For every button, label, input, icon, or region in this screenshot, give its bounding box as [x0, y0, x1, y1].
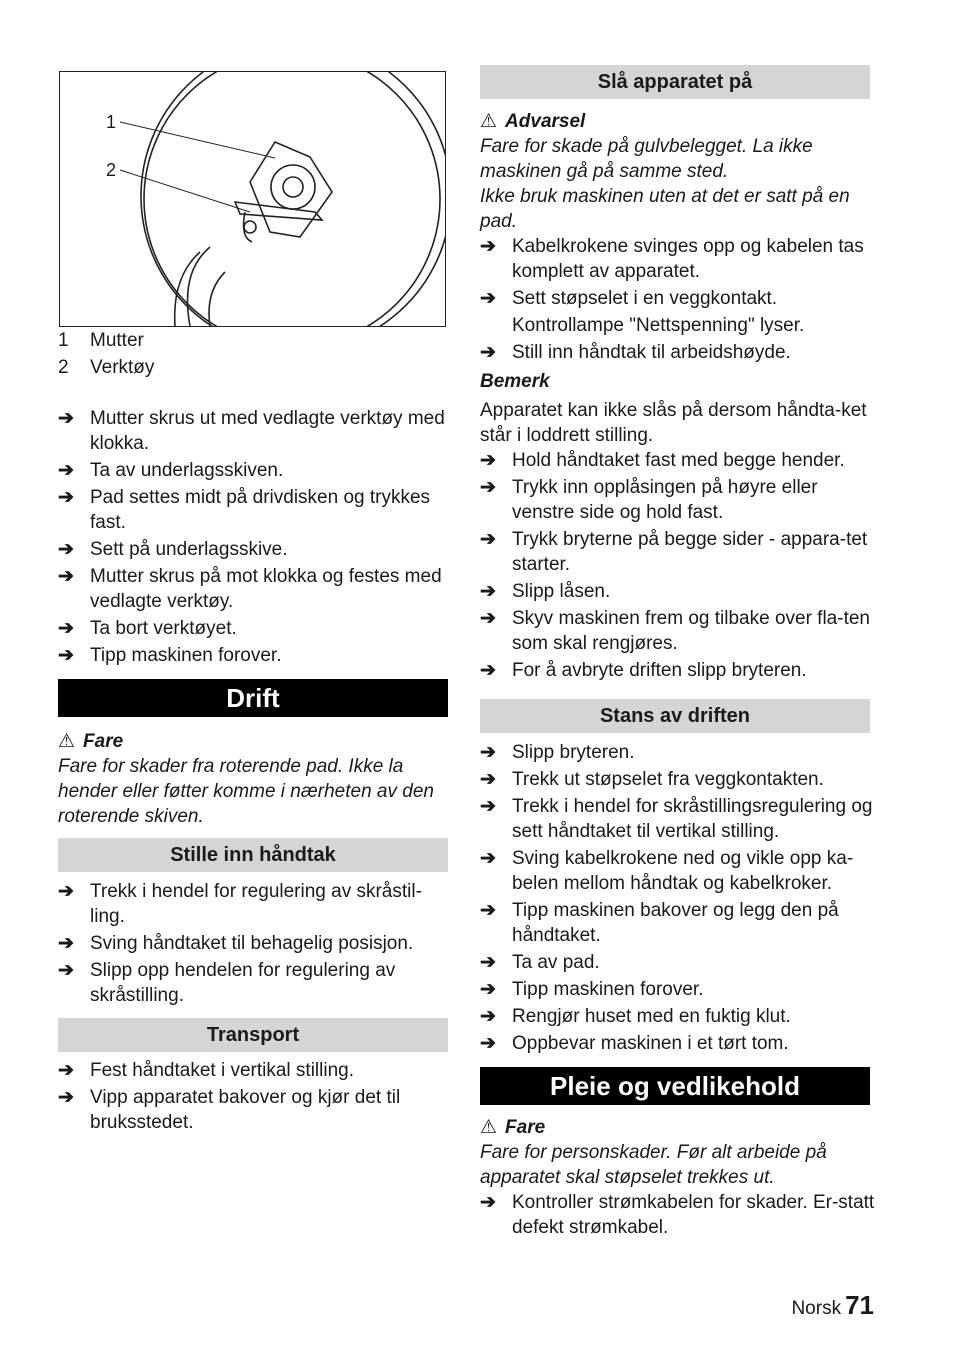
warning-icon: ⚠ — [58, 731, 76, 752]
arrow-icon: ➔ — [58, 408, 74, 429]
list-item: ➔ Sving kabelkrokene ned og vikle opp ka-belen mellom håndtak og kabelkroker. — [480, 848, 854, 894]
arrow-icon: ➔ — [480, 660, 496, 681]
section-title-pleie: Pleie og vedlikehold — [480, 1067, 870, 1105]
list-item: ➔ Tipp maskinen forover. — [480, 979, 704, 1000]
drift-warning: ⚠ Fare Fare for skader fra roterende pad. Ikke la hender eller føtter komme i nærheten av den roterende skiven. — [58, 731, 434, 827]
arrow-icon: ➔ — [58, 645, 74, 666]
list-item: ➔ For å avbryte driften slipp bryteren. — [480, 660, 807, 681]
list-item: ➔ Slipp bryteren. — [480, 742, 635, 763]
list-item: ➔ Ta av pad. — [480, 952, 600, 973]
note-text: Apparatet kan ikke slås på dersom håndta-ket står i loddrett stilling. — [480, 400, 867, 446]
list-item: ➔ Trekk i hendel for skråstillingsregulering og sett håndtaket til vertikal stilling. — [480, 796, 873, 842]
list-item: ➔ Rengjør huset med en fuktig klut. — [480, 1006, 791, 1027]
arrow-icon: ➔ — [480, 769, 496, 790]
section-title-transport: Transport — [58, 1018, 448, 1052]
list-item: ➔ Ta av underlagsskiven. — [58, 460, 284, 481]
list-item: ➔ Mutter skrus ut med vedlagte verktøy med klokka. — [58, 408, 445, 454]
callout-2: 2 — [106, 160, 117, 180]
pleie-content: ⚠ Fare Fare for personskader. Før alt arbeide på apparatet skal støpselet trekkes ut. ➔ Kontroller strømkabelen for skader. Er-statt defekt strømkabel. — [480, 1117, 875, 1238]
arrow-icon: ➔ — [58, 539, 74, 560]
list-item: ➔ Vipp apparatet bakover og kjør det til bruksstedet. — [58, 1087, 401, 1133]
arrow-icon: ➔ — [58, 618, 74, 639]
footer-language: Norsk — [791, 1298, 842, 1319]
sla-content: ⚠ Advarsel Fare for skade på gulvbelegget. La ikke maskinen gå på samme sted. Ikke bruk maskinen uten at det er satt på en pad. ➔ Kabelkrokene svinges opp og kabelen tas komplett av apparatet. ➔ Sett støpselet i en veggkontakt. Kontrollampe "Nettspenning" lyser. ➔ Still inn håndtak til arbeidshøyde. Bemerk Apparatet kan ikke slås på dersom håndta-ket står i loddrett stilling. ➔ Hold håndtaket fast med begge hender. ➔ Trykk inn opplåsingen på høyre eller venstre side og hold fast. ➔ Trykk bryterne på begge sider - appara-tet starter. ➔ Slipp låsen. ➔ Skyv maskinen frem og tilbake over fla-ten som skal rengjøres. ➔ For å avbryte driften slipp bryteren. — [480, 109, 876, 685]
list-item: ➔ Sett på underlagsskive. — [58, 539, 288, 560]
indicator-note: Kontrollampe "Nettspenning" lyser. — [512, 315, 805, 336]
section-title-drift: Drift — [58, 679, 448, 717]
arrow-icon: ➔ — [480, 477, 496, 498]
warning-icon: ⚠ — [480, 111, 498, 132]
arrow-icon: ➔ — [480, 796, 496, 817]
arrow-icon: ➔ — [58, 487, 74, 508]
arrow-icon: ➔ — [480, 529, 496, 550]
legend-item: 2 Verktøy — [58, 357, 155, 378]
warning-icon: ⚠ — [480, 1117, 498, 1138]
section-title-stille: Stille inn håndtak — [58, 838, 448, 872]
arrow-icon: ➔ — [480, 608, 496, 629]
section-title-sla: Slå apparatet på — [480, 65, 870, 99]
note-label: Bemerk — [480, 371, 550, 392]
arrow-icon: ➔ — [480, 900, 496, 921]
figure-legend — [58, 327, 154, 381]
stille-steps — [58, 879, 452, 1010]
list-item: ➔ Trykk inn opplåsingen på høyre eller venstre side og hold fast. — [480, 477, 818, 523]
list-item: ➔ Hold håndtaket fast med begge hender. — [480, 450, 845, 471]
arrow-icon: ➔ — [480, 1192, 496, 1213]
arrow-icon: ➔ — [58, 566, 74, 587]
arrow-icon: ➔ — [480, 1033, 496, 1054]
list-item: ➔ Skyv maskinen frem og tilbake over fla-ten som skal rengjøres. — [480, 608, 870, 654]
page-number: 71 — [845, 1290, 874, 1320]
list-item: ➔ Sving håndtaket til behagelig posisjon. — [58, 933, 414, 954]
mounting-steps — [58, 406, 452, 670]
stans-steps — [480, 740, 878, 1058]
arrow-icon: ➔ — [480, 342, 496, 363]
list-item: ➔ Kontroller strømkabelen for skader. Er-statt defekt strømkabel. — [480, 1192, 875, 1238]
transport-steps — [58, 1058, 452, 1137]
arrow-icon: ➔ — [480, 979, 496, 1000]
list-item: ➔ Tipp maskinen forover. — [58, 645, 282, 666]
list-item: ➔ Slipp opp hendelen for regulering av skråstilling. — [58, 960, 396, 1006]
list-item: ➔ Tipp maskinen bakover og legg den på håndtaket. — [480, 900, 839, 946]
list-item: ➔ Kabelkrokene svinges opp og kabelen tas komplett av apparatet. — [480, 236, 864, 282]
arrow-icon: ➔ — [480, 848, 496, 869]
list-item: ➔ Still inn håndtak til arbeidshøyde. — [480, 342, 791, 363]
list-item: ➔ Pad settes midt på drivdisken og trykkes fast. — [58, 487, 431, 533]
arrow-icon: ➔ — [58, 1060, 74, 1081]
list-item: ➔ Trekk ut støpselet fra veggkontakten. — [480, 769, 824, 790]
legend-item: 1 Mutter — [58, 330, 144, 351]
list-item: ➔ Sett støpselet i en veggkontakt. — [480, 288, 778, 309]
arrow-icon: ➔ — [480, 581, 496, 602]
arrow-icon: ➔ — [58, 460, 74, 481]
list-item: ➔ Oppbevar maskinen i et tørt tom. — [480, 1033, 789, 1054]
section-title-stans: Stans av driften — [480, 699, 870, 733]
pad-mounting-illustration — [59, 71, 446, 327]
list-item: ➔ Trekk i hendel for regulering av skråstil-ling. — [58, 881, 422, 927]
arrow-icon: ➔ — [58, 881, 74, 902]
arrow-icon: ➔ — [58, 1087, 74, 1108]
arrow-icon: ➔ — [480, 1006, 496, 1027]
callout-1: 1 — [106, 112, 117, 132]
list-item: ➔ Trykk bryterne på begge sider - appara-tet starter. — [480, 529, 868, 575]
arrow-icon: ➔ — [58, 960, 74, 981]
arrow-icon: ➔ — [480, 236, 496, 257]
list-item: ➔ Mutter skrus på mot klokka og festes med vedlagte verktøy. — [58, 566, 442, 612]
list-item: ➔ Slipp låsen. — [480, 581, 611, 602]
arrow-icon: ➔ — [480, 952, 496, 973]
list-item: ➔ Ta bort verktøyet. — [58, 618, 237, 639]
list-item: ➔ Fest håndtaket i vertikal stilling. — [58, 1060, 355, 1081]
arrow-icon: ➔ — [480, 742, 496, 763]
arrow-icon: ➔ — [58, 933, 74, 954]
arrow-icon: ➔ — [480, 450, 496, 471]
page-footer — [791, 1290, 874, 1321]
arrow-icon: ➔ — [480, 288, 496, 309]
